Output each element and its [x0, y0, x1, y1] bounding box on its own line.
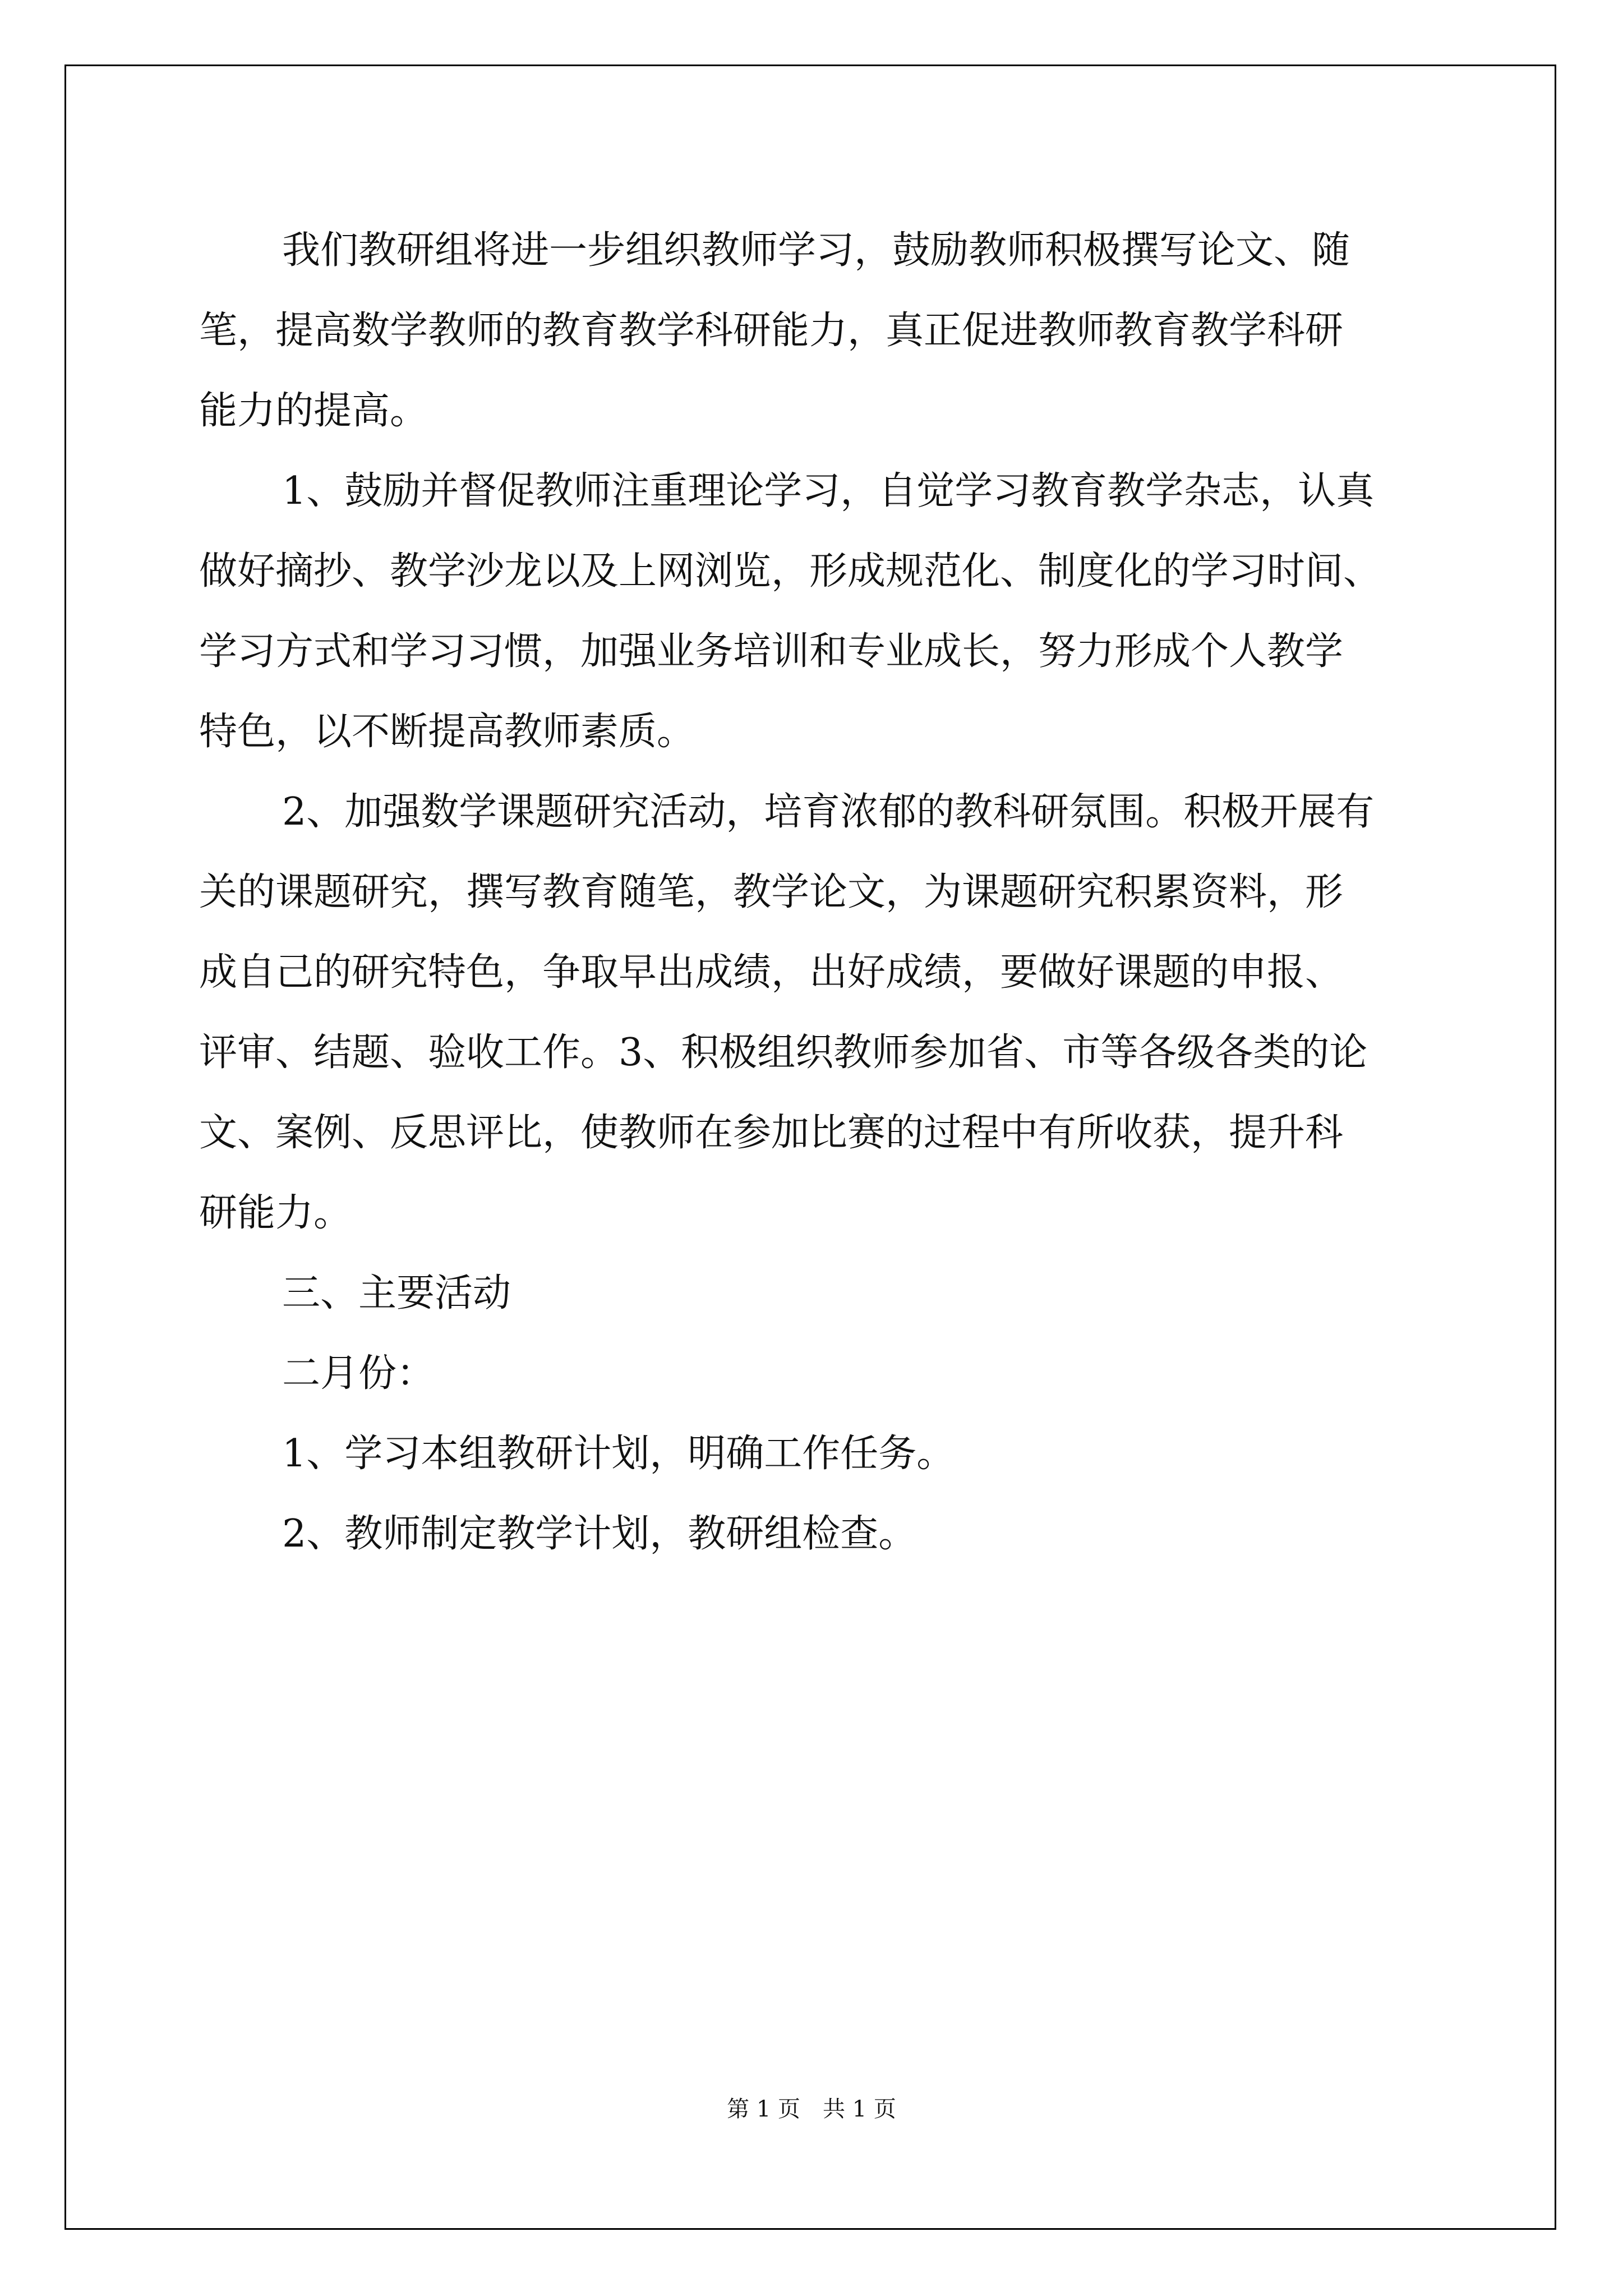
text-line: 文、案例、反思评比，使教师在参加比赛的过程中有所收获，提升科 [199, 1111, 1344, 1155]
page-number-footer: 第 1 页 共 1 页 [727, 2096, 896, 2122]
month-heading [199, 1333, 1433, 1414]
paragraph-3 [199, 772, 1433, 1253]
text-line: 做好摘抄、教学沙龙以及上网浏览，形成规范化、制度化的学习时间、 [199, 549, 1382, 593]
text-line: 特色，以不断提高教师素质。 [199, 710, 695, 754]
text-line: 1、学习本组教研计划，明确工作任务。 [282, 1432, 955, 1476]
text-line: 2、教师制定教学计划，教研组检查。 [282, 1512, 917, 1556]
text-line: 笔，提高数学教师的教育教学科研能力，真正促进教师教育教学科研 [199, 309, 1344, 353]
activity-item-1 [199, 1414, 1433, 1494]
text-line: 二月份： [282, 1351, 435, 1396]
text-line: 评审、结题、验收工作。3、积极组织教师参加省、市等各级各类的论 [199, 1030, 1368, 1075]
text-line: 关的课题研究，撰写教育随笔，教学论文，为课题研究积累资料，形 [199, 870, 1344, 914]
text-line: 能力的提高。 [199, 389, 428, 433]
text-line: 研能力。 [199, 1191, 352, 1235]
paragraph-2 [199, 451, 1433, 772]
activity-item-2 [199, 1494, 1433, 1574]
paragraph-1 [199, 210, 1433, 451]
text-line: 成自己的研究特色，争取早出成绩，出好成绩，要做好课题的申报、 [199, 950, 1344, 995]
text-line: 1、鼓励并督促教师注重理论学习，自觉学习教育教学杂志，认真 [282, 469, 1375, 513]
text-line: 三、主要活动 [282, 1271, 511, 1315]
document-body [199, 210, 1433, 1574]
text-line: 我们教研组将进一步组织教师学习，鼓励教师积极撰写论文、随 [282, 228, 1350, 273]
text-line: 学习方式和学习习惯，加强业务培训和专业成长，努力形成个人教学 [199, 629, 1344, 674]
section-heading [199, 1253, 1433, 1333]
text-line: 2、加强数学课题研究活动，培育浓郁的教科研氛围。积极开展有 [282, 790, 1375, 834]
